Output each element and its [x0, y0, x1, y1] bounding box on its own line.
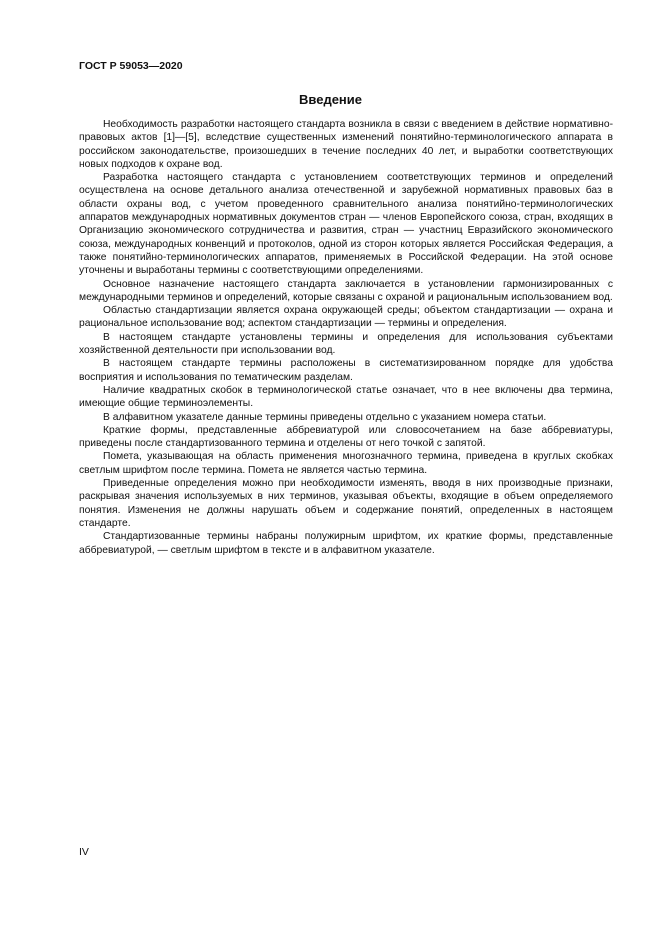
paragraph: В настоящем стандарте установлены термины и определения для использования субъектами хозяйственной деятельности при использовании вод.: [79, 331, 613, 357]
section-title: Введение: [299, 92, 362, 107]
paragraph: В настоящем стандарте термины расположены в систематизированном порядке для удобства восприятия и использования по тематическим разделам.: [79, 358, 613, 383]
paragraph: Краткие формы, представленные аббревиатурой или словосочетанием на базе аббревиатуры, приведены после стандартизованного термина и отделены от него точкой с запятой.: [79, 424, 613, 450]
paragraph: Основное назначение настоящего стандарта заключается в установлении гармонизированных с международными терминов и определений, которые связаны с охраной и рациональным использованием вод.: [79, 278, 613, 303]
paragraph: В алфавитном указателе данные термины приведены отдельно с указанием номера статьи.: [103, 411, 547, 423]
paragraph: Областью стандартизации является охрана окружающей среды; объектом стандартизации — охрана и рациональное использование вод; аспектом стандартизации — термины и определения.: [79, 305, 613, 330]
paragraph: Необходимость разработки настоящего стандарта возникла в связи с введением в действие нормативно-правовых актов [1]—[5], вследствие существенных изменений понятийно-терминологического аппарата в российском законодательстве, произошедших в течение последних 40 лет, и выработки соответствующих новых подходов к охране вод.: [79, 119, 613, 170]
paragraph: Приведенные определения можно при необходимости изменять, вводя в них производные признаки, раскрывая значения используемых в них терминов, указывая объекты, входящие в объем определяемого понятия. Изменения не должны нарушать объем и содержание понятий, определенных в настоящем стандарте.: [79, 478, 613, 529]
document-code-header: ГОСТ Р 59053—2020: [79, 60, 183, 72]
page-number: IV: [79, 846, 89, 858]
body-text: [79, 118, 613, 557]
paragraph: Помета, указывающая на область применения многозначного термина, приведена в круглых скобках светлым шрифтом после термина. Помета не является частью термина.: [79, 451, 613, 476]
paragraph: Наличие квадратных скобок в терминологической статье означает, что в нее включены два термина, имеющие общие терминоэлементы.: [79, 384, 613, 410]
paragraph: Разработка настоящего стандарта с установлением соответствующих терминов и определений осуществлена на основе детального анализа отечественной и зарубежной нормативных правовых баз в области охраны вод, с учетом проведенного сравнительного анализа понятийно-терминологических аппаратов международных нормативных документов стран — членов Европейского союза, стран, входящих в Организацию экономического сотрудничества и развития, стран — участниц Евразийского экономического союза, международных конвенций и протоколов, одной из сторон которых является Российская Федерация, а также понятийно-терминологических аппаратов, применяемых в Российской Федерации. На этой основе уточнены и выработаны термины с соответствующими определениями.: [79, 172, 613, 277]
paragraph: Стандартизованные термины набраны полужирным шрифтом, их краткие формы, представленные аббревиатурой, — светлым шрифтом в тексте и в алфавитном указателе.: [79, 531, 613, 556]
